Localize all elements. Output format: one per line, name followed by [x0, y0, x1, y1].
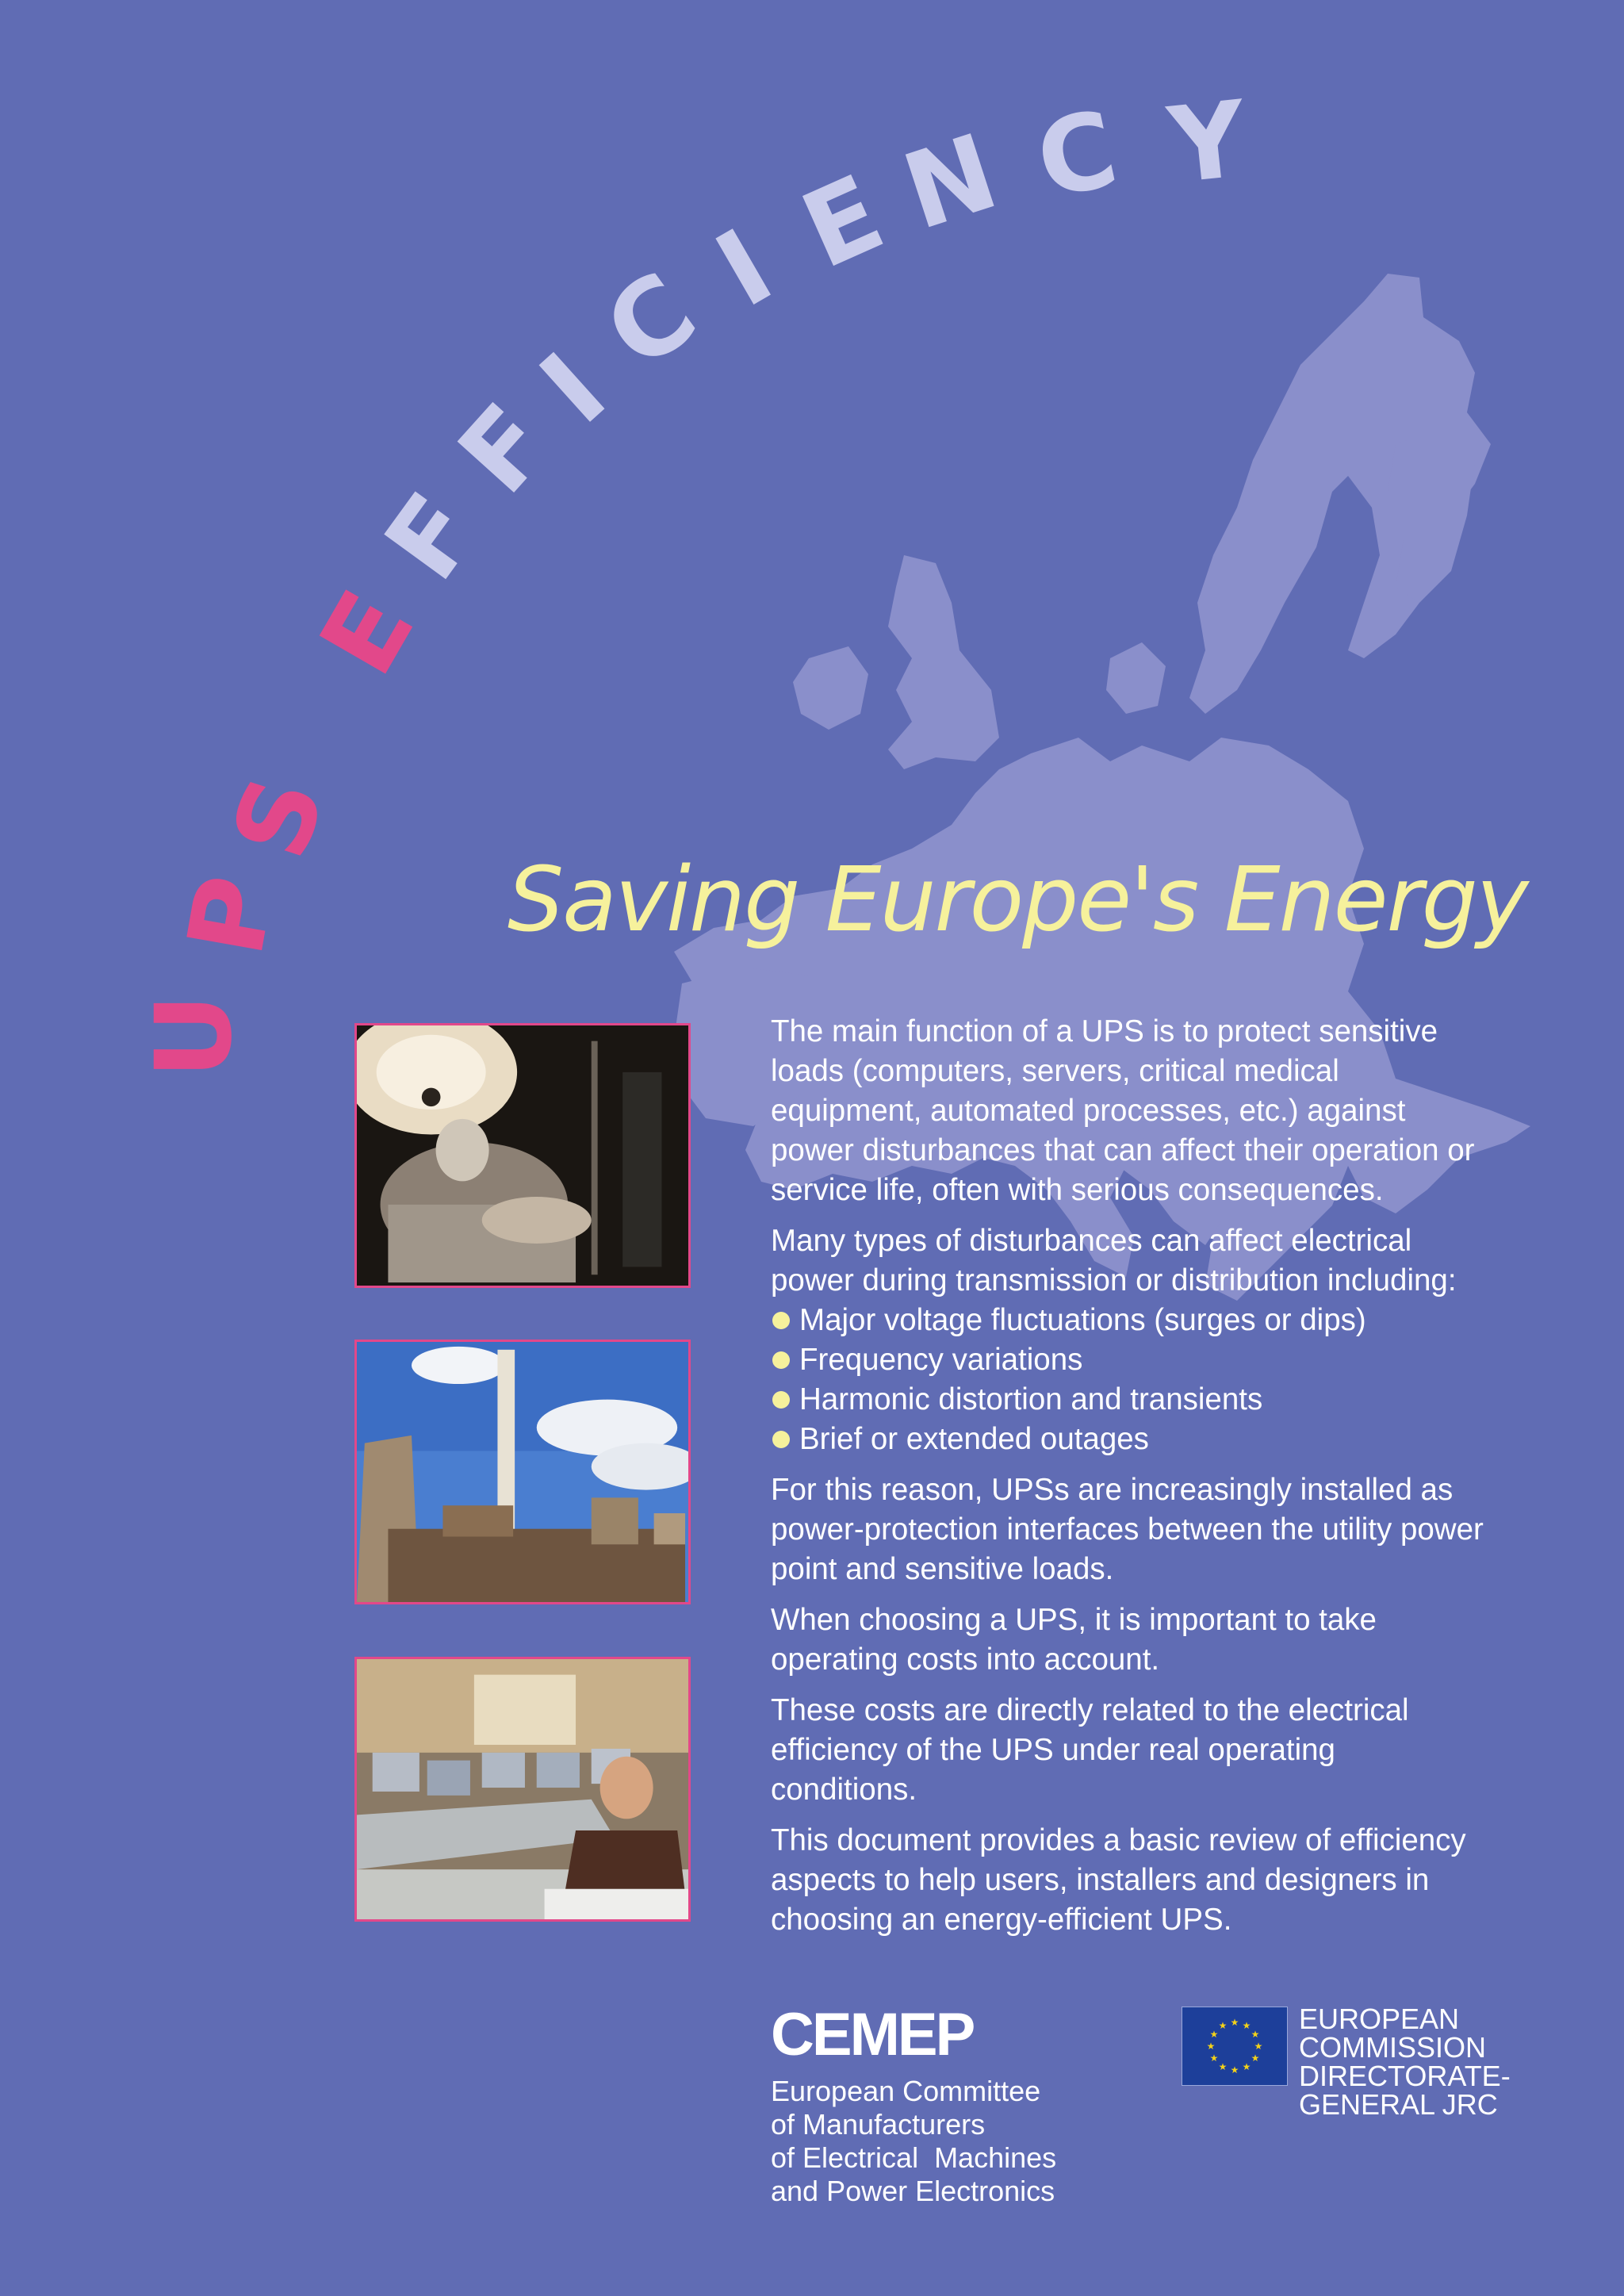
eu-star-icon: ★: [1251, 2053, 1260, 2064]
letter-u: U: [133, 993, 255, 1079]
list-item: Frequency variations: [771, 1340, 1484, 1380]
letter-c1: C: [584, 249, 718, 393]
letter-f2: F: [435, 381, 575, 517]
eu-star-icon: ★: [1254, 2041, 1263, 2052]
bullet-icon: [772, 1351, 790, 1369]
eu-star-icon: ★: [1251, 2029, 1260, 2040]
paragraph-disturbances: Many types of disturbances can affect electrical power during transmission or distribution including:: [771, 1224, 1457, 1297]
european-commission-label: [1299, 2003, 1511, 2121]
paragraph-reason: For this reason, UPSs are increasingly installed as power-protection interfaces between the utility power point and sensitive loads.: [771, 1473, 1484, 1586]
bullet-icon: [772, 1391, 790, 1409]
cemep-line: of Manufacturers: [771, 2108, 986, 2141]
eu-star-icon: ★: [1218, 2060, 1228, 2072]
eu-flag-icon: [1182, 2007, 1288, 2086]
letter-i1: I: [518, 330, 629, 447]
paragraph-document: This document provides a basic review of efficiency aspects to help users, installers and designers in choosing an energy-efficient UPS.: [771, 1823, 1466, 1937]
list-item: Harmonic distortion and transients: [771, 1380, 1484, 1420]
list-item: Major voltage fluctuations (surges or dips): [771, 1301, 1484, 1340]
bullet-icon: [772, 1312, 790, 1329]
eu-star-icon: ★: [1218, 2020, 1228, 2032]
headline: Saving Europe's Energy: [508, 849, 1527, 952]
cemep-full-name: [771, 2075, 1167, 2208]
letter-e-pink: E: [297, 571, 439, 695]
cemep-line: European Committee: [771, 2075, 1041, 2107]
cemep-logo: CEMEP: [771, 2001, 974, 2068]
paragraph-ups-function: The main function of a UPS is to protect sensitive loads (computers, servers, critical medical equipment, automated processes, etc.) against power disturbances that can affect their operation or service life, often with serious consequences.: [771, 1014, 1475, 1207]
eu-star-icon: ★: [1209, 2029, 1219, 2040]
commission-line: COMMISSION: [1299, 2031, 1487, 2064]
cemep-line: and Power Electronics: [771, 2175, 1055, 2207]
commission-line: EUROPEAN: [1299, 2003, 1460, 2035]
paragraph-costs: These costs are directly related to the electrical efficiency of the UPS under real operating conditions.: [771, 1693, 1409, 1807]
body-text: [771, 1012, 1484, 1951]
eu-star-icon: ★: [1230, 2017, 1239, 2028]
power-plant-photo: [354, 1340, 691, 1604]
eu-star-icon: ★: [1230, 2064, 1239, 2076]
letter-p: P: [164, 867, 299, 964]
operating-room-photo: [354, 1023, 691, 1288]
eu-star-icon: ★: [1242, 2060, 1251, 2072]
eu-star-icon: ★: [1209, 2053, 1219, 2064]
bullet-icon: [772, 1431, 790, 1448]
letter-c2: C: [1026, 87, 1128, 224]
cemep-line: of Electrical Machines: [771, 2141, 1057, 2174]
eu-star-icon: ★: [1242, 2020, 1251, 2032]
letter-y: Y: [1163, 78, 1252, 208]
eu-star-icon: ★: [1206, 2041, 1216, 2052]
commission-line: DIRECTORATE-: [1299, 2060, 1511, 2092]
disturbance-list: [771, 1301, 1484, 1459]
letter-e: E: [785, 151, 901, 293]
control-room-photo: [354, 1657, 691, 1922]
letter-i2: I: [697, 205, 792, 332]
letter-s: S: [209, 762, 349, 872]
letter-f1: F: [362, 472, 503, 602]
commission-line: GENERAL JRC: [1299, 2088, 1498, 2121]
paragraph-choosing: When choosing a UPS, it is important to take operating costs into account.: [771, 1603, 1377, 1677]
list-item: Brief or extended outages: [771, 1420, 1484, 1459]
letter-n: N: [890, 110, 1011, 255]
